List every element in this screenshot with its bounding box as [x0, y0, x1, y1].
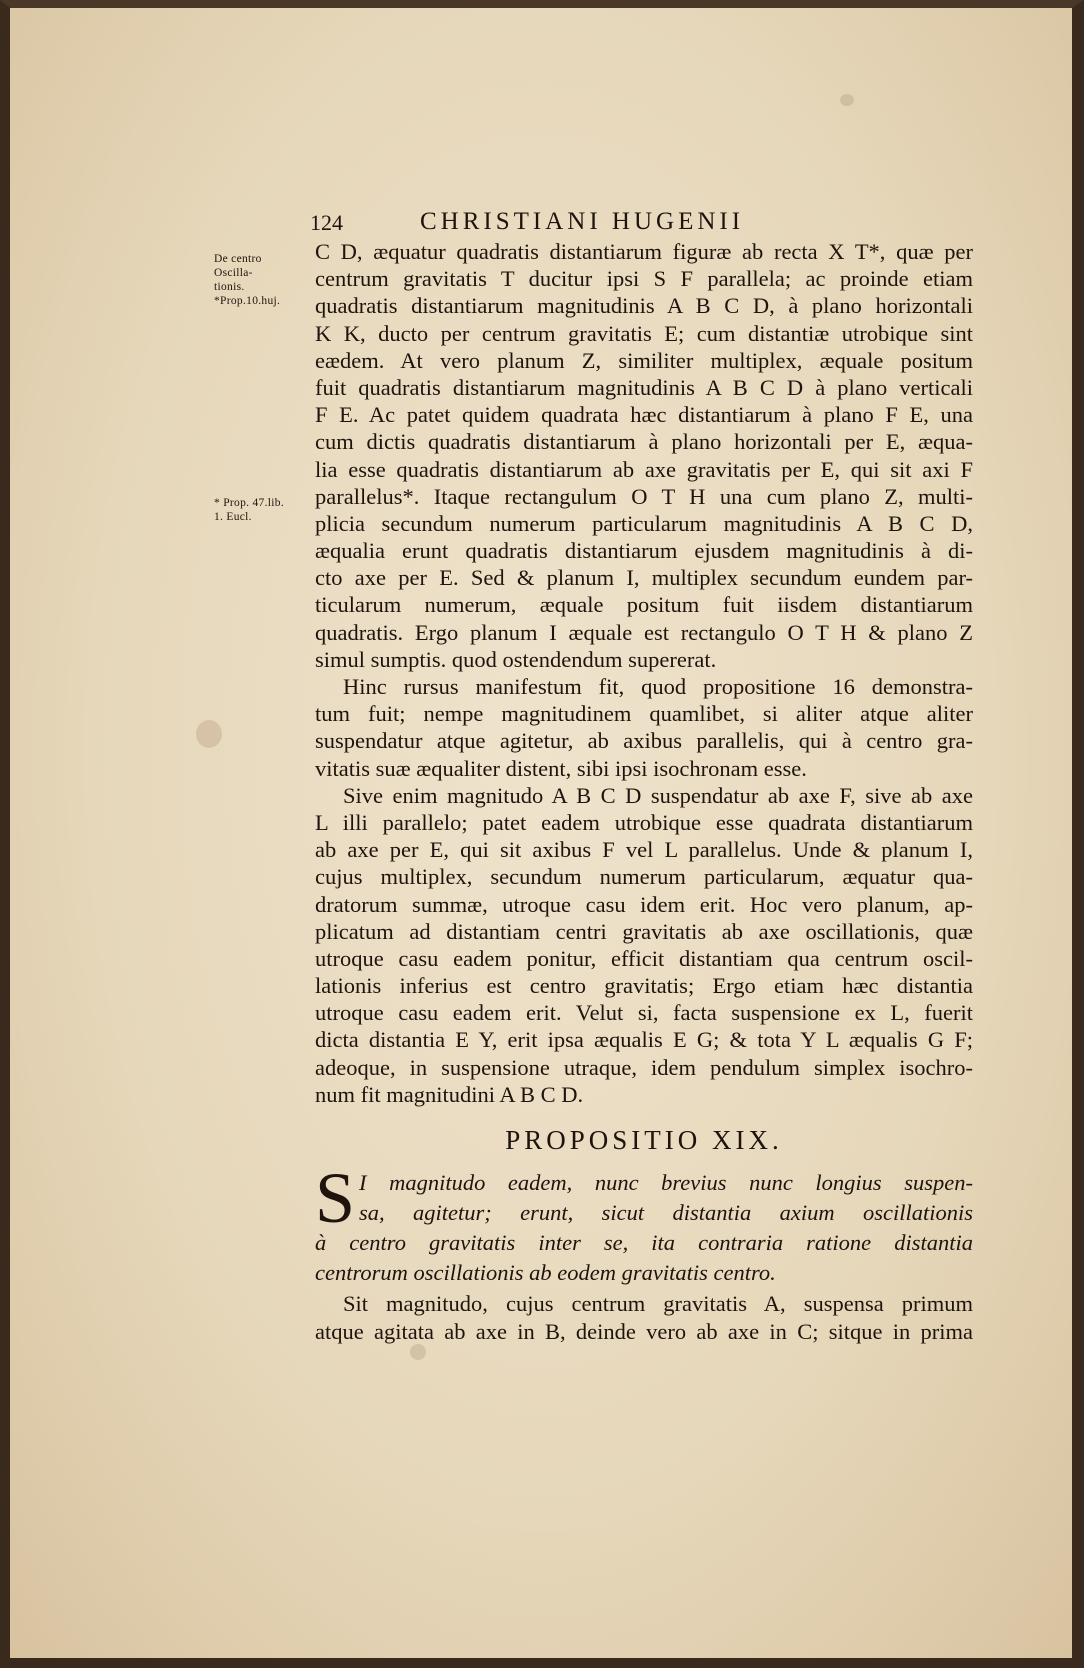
- text-line: Sit magnitudo, cujus centrum gravitatis A, suspensa primum: [343, 1291, 973, 1316]
- text-line: centrum gravitatis T ducitur ipsi S F parallela; ac proinde etiam: [315, 266, 973, 292]
- text-line: Sive enim magnitudo A B C D suspendatur ab axe F, sive ab axe: [343, 782, 973, 808]
- text-line: æqualia erunt quadratis distantiarum ejusdem magnitudinis à di-: [315, 538, 973, 564]
- text-line: plicatum ad distantiam centri gravitatis ab axe oscillationis, quæ: [315, 918, 973, 944]
- margin-note-euclid: [214, 496, 312, 524]
- text-line: simul sumptis. quod ostendendum supererat.: [315, 646, 717, 672]
- proposition-enunciation: [315, 1158, 973, 1288]
- margin-note-line: tionis.: [214, 281, 245, 293]
- demonstration-text: [315, 1290, 973, 1346]
- margin-note-line: 1. Eucl.: [214, 511, 252, 523]
- text-line: eædem. At vero planum Z, similiter multiplex, æquale positum: [315, 347, 973, 373]
- margin-note-line: Oscilla-: [214, 267, 253, 279]
- body-text: [315, 238, 973, 1108]
- margin-note-line: De centro: [214, 253, 262, 265]
- text-line: suspendatur atque agitetur, ab axibus parallelis, qui à centro gra-: [315, 728, 973, 754]
- text-line: plicia secundum numerum particularum magnitudinis A B C D,: [315, 510, 973, 536]
- text-line: F E. Ac patet quidem quadrata hæc distantiarum à plano F E, una: [315, 402, 973, 428]
- text-line: K K, ducto per centrum gravitatis E; cum distantiæ utrobique sint: [315, 320, 973, 346]
- paper-stain: [196, 720, 222, 748]
- paper-stain: [410, 1344, 426, 1360]
- proposition-heading: PROPOSITIO XIX.: [505, 1125, 783, 1155]
- text-line: lia esse quadratis distantiarum ab axe gravitatis per E, qui sit axi F: [315, 456, 973, 482]
- text-line: cujus multiplex, secundum numerum particularum, æquatur qua-: [315, 864, 973, 890]
- enunciation-line: à centro gravitatis inter se, ita contraria ratione distantia: [315, 1230, 973, 1255]
- margin-note-line: *Prop.10.huj.: [214, 295, 281, 307]
- text-line: cum dictis quadratis distantiarum à plano horizontali per E, æqua-: [315, 429, 973, 455]
- text-line: fuit quadratis distantiarum magnitudinis A B C D à plano verticali: [315, 374, 973, 400]
- text-line: vitatis suæ æqualiter distent, sibi ipsi isochronam esse.: [315, 755, 807, 781]
- enunciation-line: centrorum oscillationis ab eodem gravitatis centro.: [315, 1260, 776, 1285]
- page-header: [310, 208, 900, 242]
- drop-cap: S: [315, 1158, 356, 1238]
- enunciation-line: sa, agitetur; erunt, sicut distantia axium oscillationis: [359, 1200, 973, 1225]
- text-line: atque agitata ab axe in B, deinde vero ab axe in C; sitque in prima: [315, 1319, 973, 1344]
- margin-note-center-oscillation: [214, 252, 312, 308]
- text-line: ticularum numerum, æquale positum fuit iisdem distantiarum: [315, 592, 973, 618]
- text-line: parallelus*. Itaque rectangulum O T H una cum plano Z, multi-: [315, 483, 973, 509]
- text-line: utroque casu eadem ponitur, efficit distantiam qua centrum oscil-: [315, 945, 973, 971]
- text-line: ab axe per E, qui sit axibus F vel L parallelus. Unde & planum I,: [315, 837, 973, 863]
- text-line: cto axe per E. Sed & planum I, multiplex secundum eundem par-: [315, 565, 973, 591]
- margin-note-line: * Prop. 47.lib.: [214, 497, 284, 509]
- text-line: tum fuit; nempe magnitudinem quamlibet, si aliter atque aliter: [315, 701, 973, 727]
- text-line: quadratis distantiarum magnitudinis A B C D, à plano horizontali: [315, 293, 973, 319]
- text-line: adeoque, in suspensione utraque, idem pendulum simplex isochro-: [315, 1054, 973, 1080]
- text-line: C D, æquatur quadratis distantiarum figuræ ab recta X T*, quæ per: [315, 239, 973, 264]
- page-number: 124: [310, 210, 343, 235]
- text-line: dicta distantia E Y, erit ipsa æqualis E G; & tota Y L æqualis G F;: [315, 1027, 973, 1053]
- text-line: dratorum summæ, utroque casu idem erit. Hoc vero planum, ap-: [315, 891, 973, 917]
- running-title: CHRISTIANI HUGENII: [420, 208, 745, 235]
- text-line: lationis inferius est centro gravitatis; Ergo etiam hæc distantia: [315, 973, 973, 999]
- text-line: Hinc rursus manifestum fit, quod propositione 16 demonstra-: [343, 674, 973, 699]
- paper-stain: [840, 94, 854, 106]
- text-line: num fit magnitudini A B C D.: [315, 1081, 584, 1107]
- text-line: utroque casu eadem erit. Velut si, facta suspensione ex L, fuerit: [315, 1000, 973, 1026]
- text-line: L illi parallelo; patet eadem utrobique esse quadrata distantiarum: [315, 809, 973, 835]
- text-line: quadratis. Ergo planum I æquale est rectangulo O T H & plano Z: [315, 619, 973, 645]
- enunciation-line: I magnitudo eadem, nunc brevius nunc longius suspen-: [359, 1170, 973, 1195]
